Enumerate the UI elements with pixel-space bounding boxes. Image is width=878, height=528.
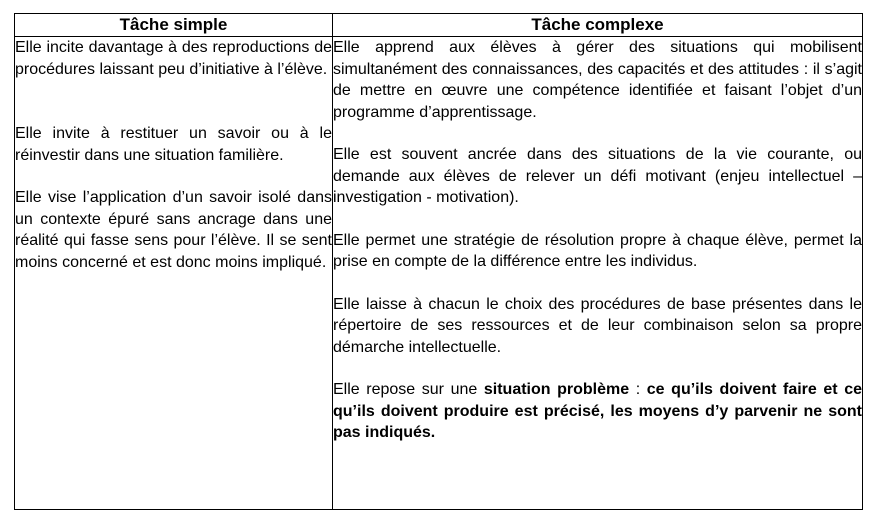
table-body-row xyxy=(15,37,863,510)
complexe-paragraph-situation-probleme xyxy=(333,379,862,444)
complexe-paragraph: Elle permet une stratégie de résolution propre à chaque élève, permet la prise en compte de la différence entre les individus. xyxy=(333,231,862,270)
header-tache-complexe: Tâche complexe xyxy=(333,14,863,37)
situation-details-bold: ce qu’ils doivent faire et ce qu’ils doivent produire est précisé, les moyens d’y parvenir ne sont pas indiqués. xyxy=(333,381,863,441)
simple-column xyxy=(15,37,333,510)
table-header-row xyxy=(15,14,863,37)
complexe-paragraph: Elle apprend aux élèves à gérer des situations qui mobilisent simultanément des connaissances, des capacités et des attitudes : il s’agit de mettre en œuvre une compétence identifiée et faisant l’objet d’un programme d’apprentissage. xyxy=(333,39,862,121)
complexe-paragraph: Elle est souvent ancrée dans des situations de la vie courante, ou demande aux élèves de relever un défi motivant (enjeu intellectuel – investigation - motivation). xyxy=(333,146,862,206)
situation-intro-text: Elle repose sur une xyxy=(333,381,484,398)
complexe-paragraph: Elle laisse à chacun le choix des procédures de base présentes dans le répertoire de ses ressources et de leur combinaison selon sa propre démarche intellectuelle. xyxy=(333,295,862,356)
simple-paragraph: Elle invite à restituer un savoir ou à le réinvestir dans une situation familière. xyxy=(15,125,332,164)
complexe-column xyxy=(333,37,863,510)
header-tache-simple: Tâche simple xyxy=(15,14,333,37)
simple-paragraph: Elle vise l’application d’un savoir isolé dans un contexte épuré sans ancrage dans une réalité qui fasse sens pour l’élève. Il se sent moins concerné et est donc moins impliqué. xyxy=(15,189,332,271)
comparison-table xyxy=(14,13,863,510)
simple-paragraph: Elle incite davantage à des reproductions de procédures laissant peu d’initiative à l’élève. xyxy=(15,39,332,78)
situation-separator-text: : xyxy=(629,381,647,398)
situation-probleme-bold: situation problème xyxy=(483,381,630,398)
